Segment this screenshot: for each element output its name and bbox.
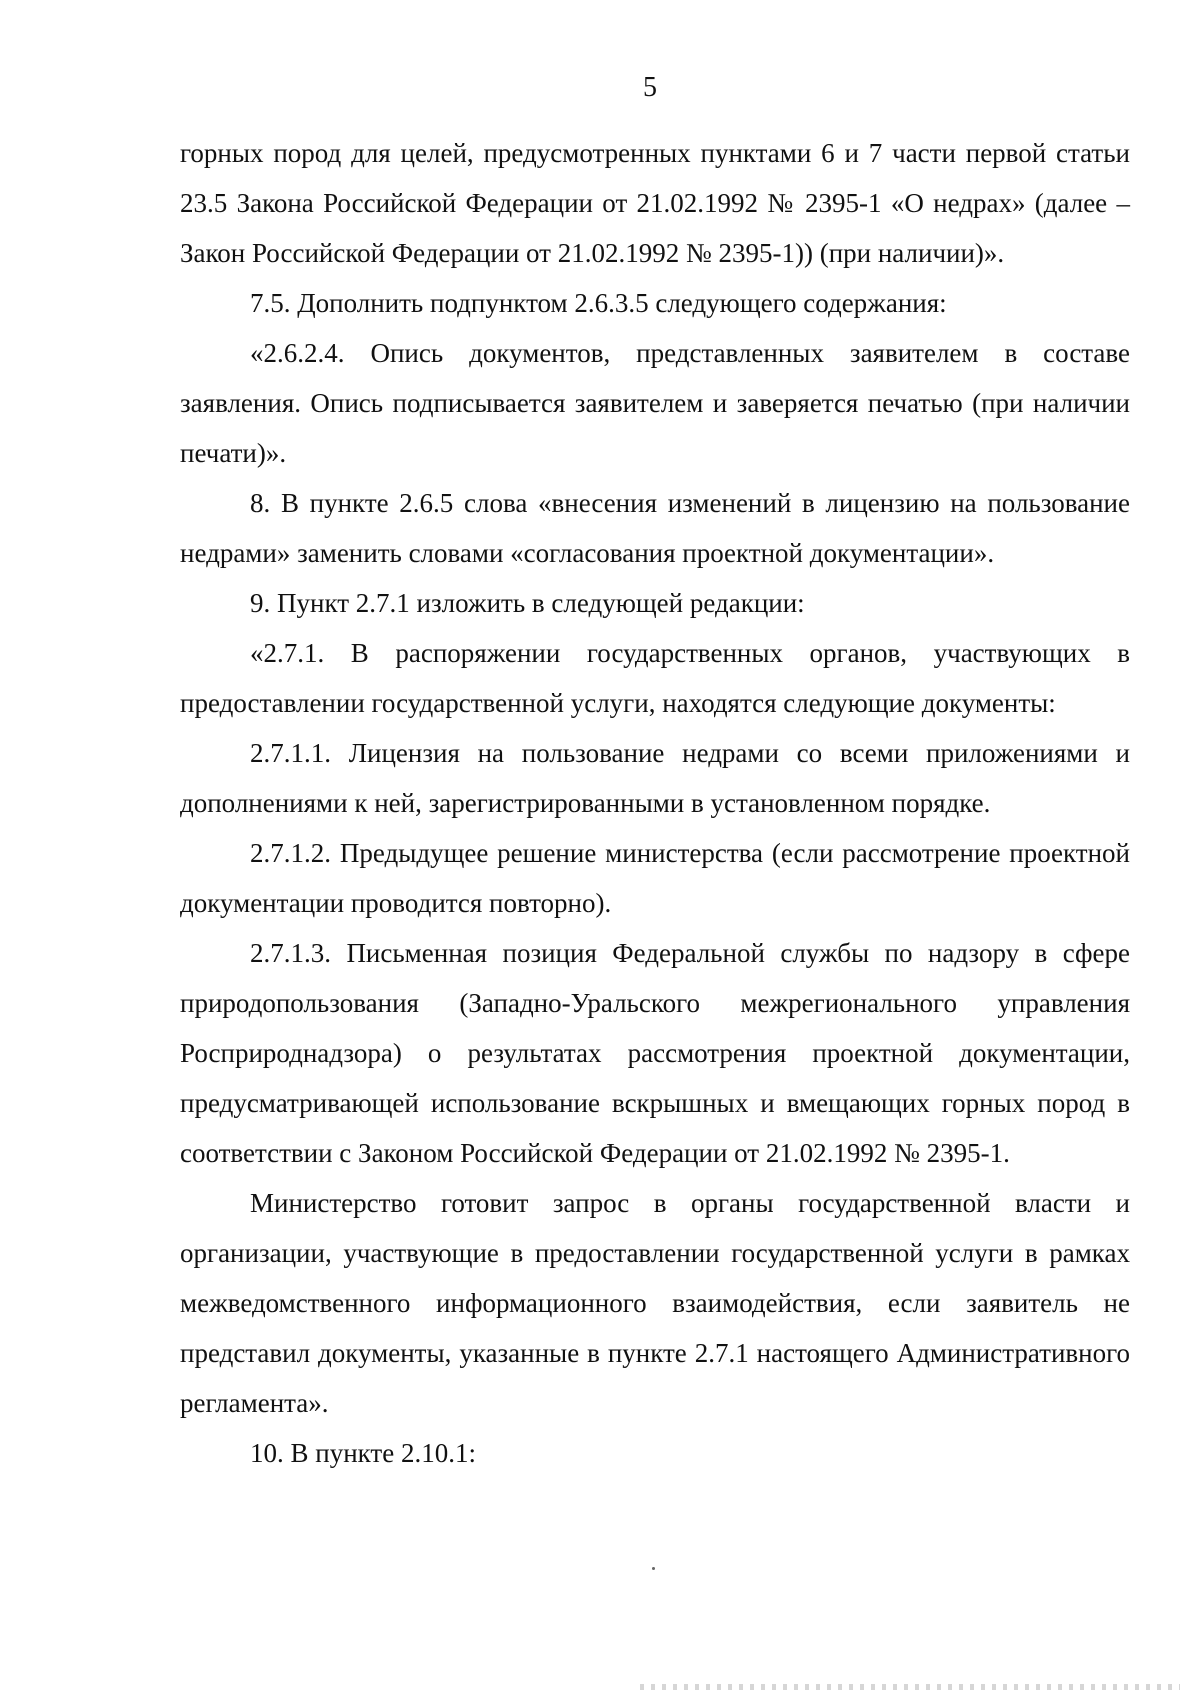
- scan-edge-noise: [640, 1684, 1180, 1690]
- paragraph-2-7-1-3: 2.7.1.3. Письменная позиция Федеральной службы по надзору в сфере природопользования (Западно-Уральского межрегионального управления Росприроднадзора) о результатах рассмотрения проектной документации, предусматривающей использование вскрышных и вмещающих горных пород в соответствии с Законом Российской Федерации от 21.02.1992 № 2395-1.: [180, 938, 1130, 1168]
- page-number: 5: [643, 72, 657, 103]
- document-body: [180, 128, 1130, 1478]
- paragraph-2-6-2-4: «2.6.2.4. Опись документов, представленных заявителем в составе заявления. Опись подписывается заявителем и заверяется печатью (при наличии печати)».: [180, 338, 1130, 468]
- paragraph-8: 8. В пункте 2.6.5 слова «внесения изменений в лицензию на пользование недрами» заменить словами «согласования проектной документации».: [180, 488, 1130, 568]
- paragraph-2-7-1-1: 2.7.1.1. Лицензия на пользование недрами со всеми приложениями и дополнениями к ней, зарегистрированными в установленном порядке.: [180, 738, 1130, 818]
- scan-speck: [652, 1567, 655, 1570]
- paragraph-9: 9. Пункт 2.7.1 изложить в следующей редакции:: [250, 588, 805, 618]
- paragraph-2-7-1: «2.7.1. В распоряжении государственных органов, участвующих в предоставлении государственной услуги, находятся следующие документы:: [180, 638, 1130, 718]
- paragraph-10: 10. В пункте 2.10.1:: [250, 1438, 476, 1468]
- paragraph-ministry-request: Министерство готовит запрос в органы государственной власти и организации, участвующие в предоставлении государственной услуги в рамках межведомственного информационного взаимодействия, если заявитель не представил документы, указанные в пункте 2.7.1 настоящего Административного регламента».: [180, 1188, 1130, 1418]
- paragraph-continuation: горных пород для целей, предусмотренных пунктами 6 и 7 части первой статьи 23.5 Закона Российской Федерации от 21.02.1992 № 2395-1 «О недрах» (далее – Закон Российской Федерации от 21.02.1992 № 2395-1)) (при наличии)».: [180, 138, 1130, 268]
- paragraph-7-5: 7.5. Дополнить подпунктом 2.6.3.5 следующего содержания:: [250, 288, 947, 318]
- paragraph-2-7-1-2: 2.7.1.2. Предыдущее решение министерства (если рассмотрение проектной документации проводится повторно).: [180, 838, 1130, 918]
